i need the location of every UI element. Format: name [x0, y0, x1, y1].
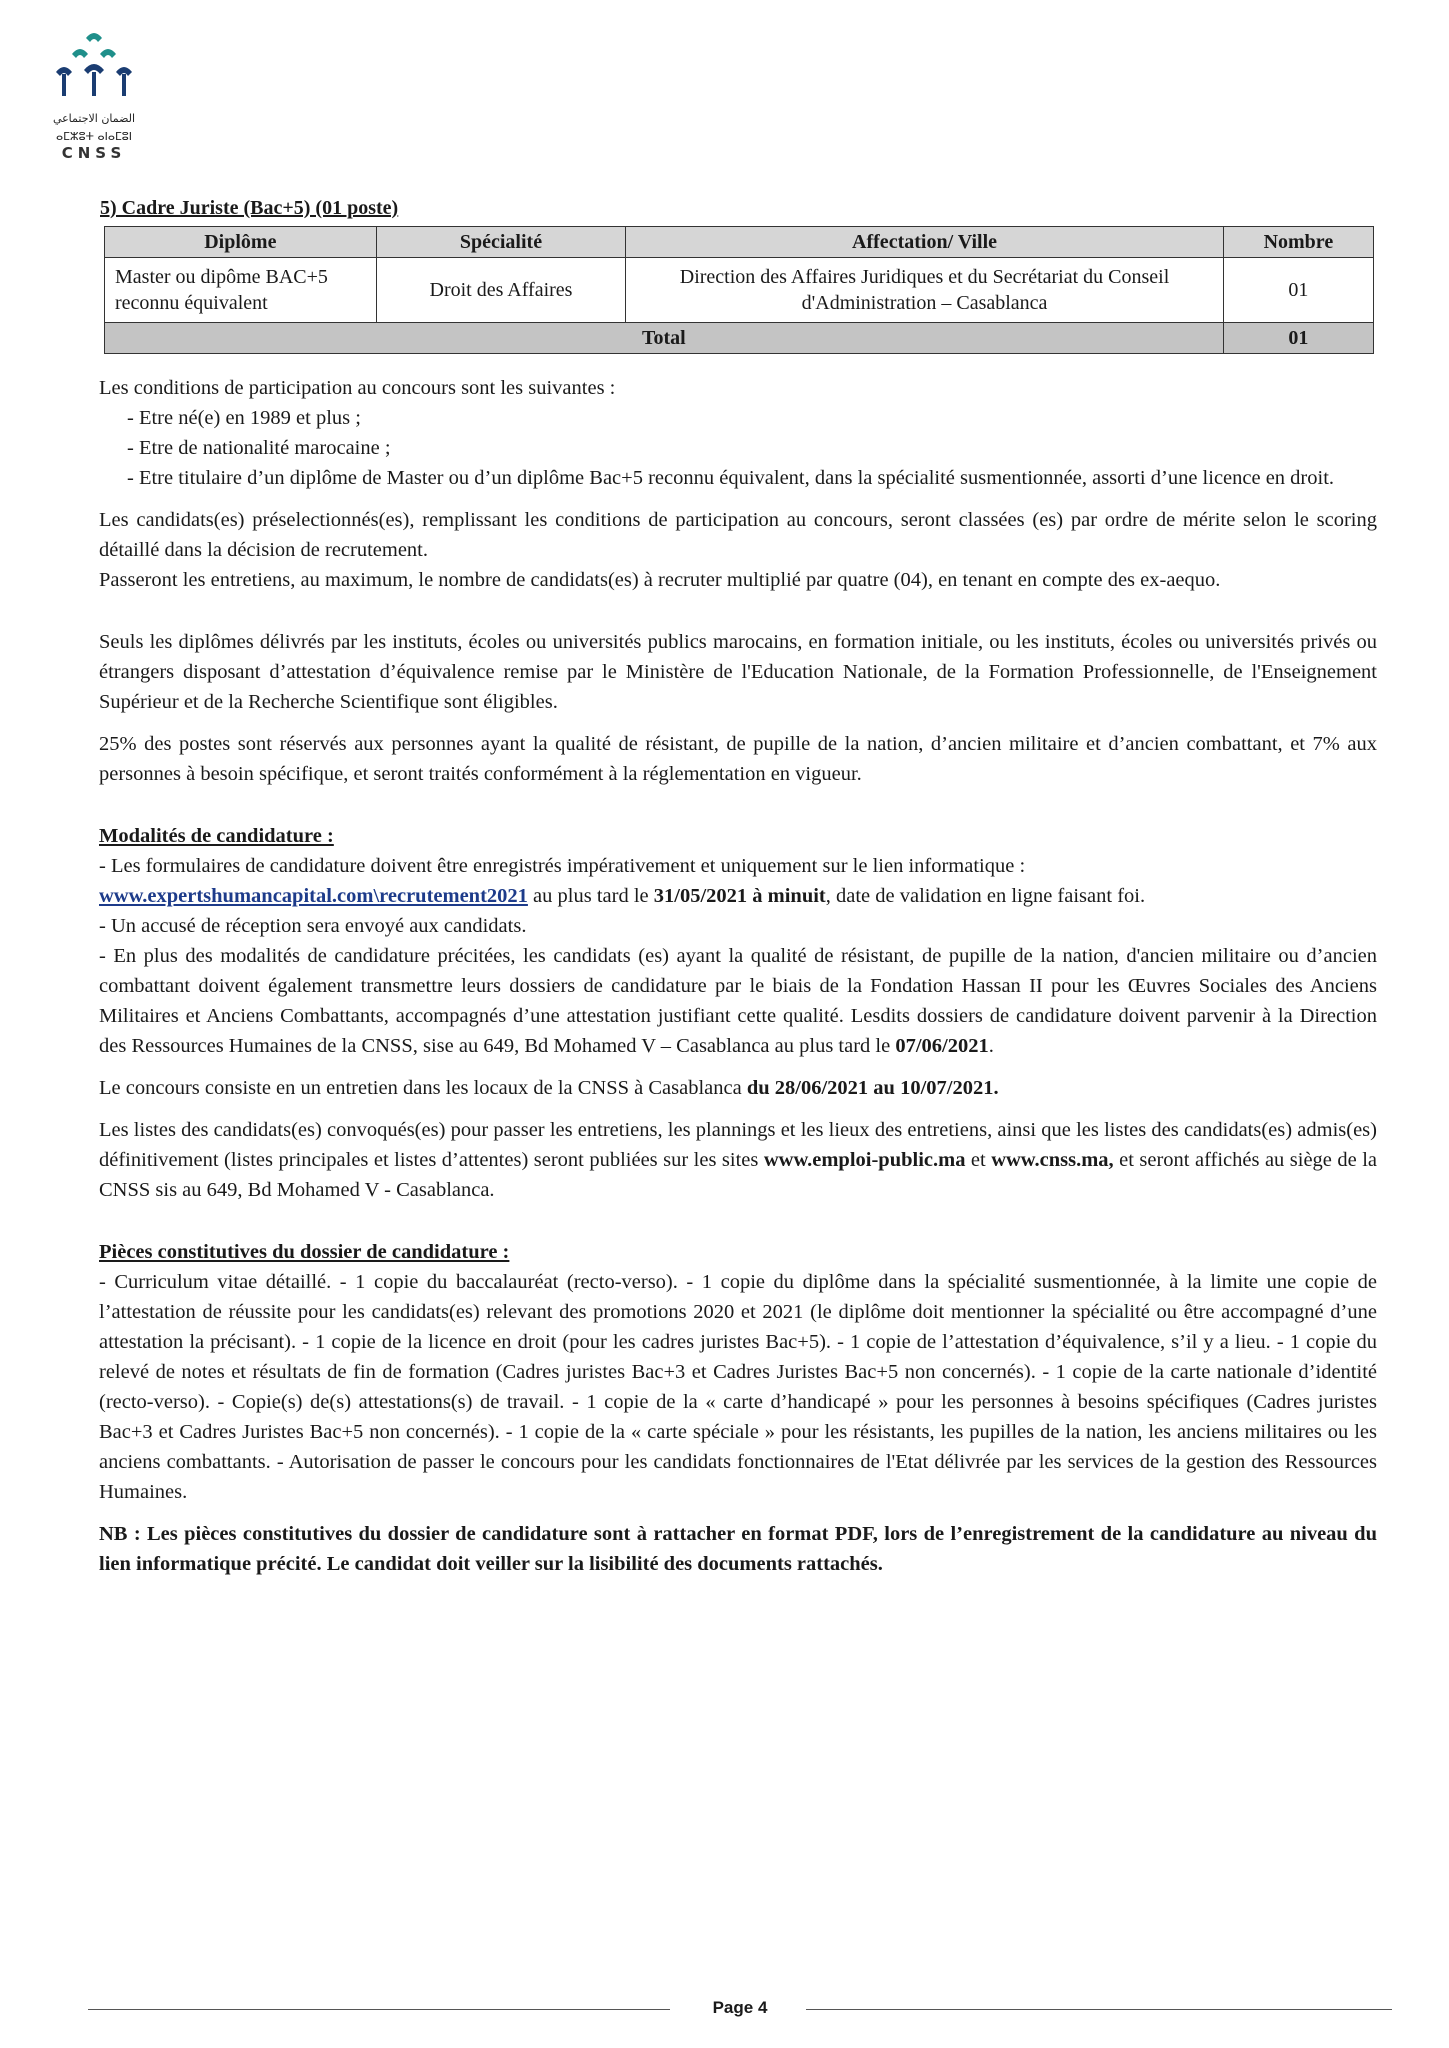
condition-item: - Etre titulaire d’un diplôme de Master ou d’un diplôme Bac+5 reconnu équivalent, dans la spécialité susmentionnée, assorti d’une licence en droit.	[127, 467, 1335, 489]
cell-diplome: Master ou dipôme BAC+5 reconnu équivalent	[105, 258, 377, 323]
posts-table	[104, 226, 1374, 354]
listes-text-c: et seront affichés au siège de la CNSS sis au 649, Bd Mohamed V - Casablanca.	[99, 1149, 1378, 1201]
paragraph-entretiens: Passeront les entretiens, au maximum, le nombre de candidats(es) à recruter multiplié par quatre (04), en tenant en compte des ex-aequo.	[99, 569, 1221, 591]
paragraph-reservation: 25% des postes sont réservés aux personnes ayant la qualité de résistant, de pupille de la nation, d’ancien militaire et d’ancien combattant, et 7% aux personnes à besoin spécifique, et seront traités conformément à la réglementation en vigueur.	[99, 733, 1377, 785]
modalites-line-2b: , date de validation en ligne faisant foi.	[825, 885, 1146, 907]
concours-dates: du 28/06/2021 au 10/07/2021.	[746, 1077, 999, 1099]
footer-divider-left	[88, 2009, 670, 2010]
listes-text-a: Les listes des candidats(es) convoqués(es) pour passer les entretiens, les plannings et les lieux des entretiens, ainsi que les listes des candidats(es) admis(es) définitivement (listes principales et listes d’attentes) seront publiées sur les sites	[99, 1119, 1377, 1171]
paragraph-diplomes: Seuls les diplômes délivrés par les instituts, écoles ou universités publics marocains, en formation initiale, ou les instituts, écoles ou universités privés ou étrangers disposant d’attestation d’équivalence remise par le Ministère de l'Education Nationale, de la Formation Professionnelle, de l'Enseignement Supérieur et de la Recherche Scientifique sont éligibles.	[99, 631, 1377, 713]
total-label: Total	[105, 323, 1224, 354]
cnss-logo-icon	[34, 28, 154, 108]
modalites-title: Modalités de candidature :	[99, 825, 334, 847]
logo-arabic-line-1: الضمان الاجتماعي	[52, 112, 136, 125]
header-specialite: Spécialité	[376, 227, 626, 258]
deadline-date: 31/05/2021 à minuit	[653, 885, 826, 907]
cell-specialite: Droit des Affaires	[376, 258, 626, 323]
header-nombre: Nombre	[1223, 227, 1373, 258]
nb-note: NB : Les pièces constitutives du dossier de candidature sont à rattacher en format PDF, lors de l’enregistrement de la candidature au niveau du lien informatique précité. Le candidat doit veiller sur la lisibilité des documents rattachés.	[99, 1523, 1377, 1575]
conditions-intro: Les conditions de participation au concours sont les suivantes :	[99, 377, 616, 399]
condition-item: - Etre de nationalité marocaine ;	[127, 437, 391, 459]
concours-text: Le concours consiste en un entretien dans les locaux de la CNSS à Casablanca	[99, 1077, 747, 1099]
dossier-deadline-date: 07/06/2021	[895, 1035, 989, 1057]
paragraph-preselection: Les candidats(es) préselectionnés(es), remplissant les conditions de participation au concours, seront classées (es) par ordre de mérite selon le scoring détaillé dans la décision de recrutement.	[99, 509, 1377, 561]
modalites-line-4-text: - En plus des modalités de candidature précitées, les candidats (es) ayant la qualité de résistant, de pupille de la nation, d'ancien militaire ou d’ancien combattant doivent également transmettre leurs dossiers de candidature par le biais de la Fondation Hassan II pour les Œuvres Sociales des Anciens Militaires et Anciens Combattants, accompagnés d’une attestation justifiant cette qualité. Lesdits dossiers de candidature doivent parvenir à la Direction des Ressources Humaines de la CNSS, sise au 649, Bd Mohamed V – Casablanca au plus tard le	[99, 945, 1377, 1057]
modalites-line-2	[99, 881, 1377, 911]
modalites-line-6	[99, 1115, 1377, 1205]
modalites-line-3: - Un accusé de réception sera envoyé aux candidats.	[99, 915, 527, 937]
footer-divider-right	[806, 2009, 1392, 2010]
listes-text-b: et	[965, 1149, 992, 1171]
cell-nombre: 01	[1223, 258, 1373, 323]
modalites-line-5	[99, 1073, 1377, 1103]
pieces-text: - Curriculum vitae détaillé. - 1 copie du baccalauréat (recto-verso). - 1 copie du diplôme dans la spécialité susmentionnée, à la limite une copie de l’attestation de réussite pour les candidats(es) relevant des promotions 2020 et 2021 (le diplôme doit mentionner la spécialité ou être accompagné d’une attestation la précisant). - 1 copie de la licence en droit (pour les cadres juristes Bac+5). - 1 copie de l’attestation d’équivalence, s’il y a lieu. - 1 copie du relevé de notes et résultats de fin de formation (Cadres juristes Bac+3 et Cadres Juristes Bac+5 non concernés). - 1 copie de la carte nationale d’identité (recto-verso). - Copie(s) de(s) attestations(s) de travail. - 1 copie de la « carte d’handicapé » pour les personnes à besoins spécifiques (Cadres juristes Bac+3 et Cadres Juristes Bac+5 non concernés). - 1 copie de la « carte spéciale » pour les résistants, les pupilles de la nation, les anciens militaires ou les anciens combattants. - Autorisation de passer le concours pour les candidats fonctionnaires de l'Etat délivrée par les services de la gestion des Ressources Humaines.	[99, 1271, 1377, 1503]
site-emploi-public: www.emploi-public.ma	[763, 1149, 966, 1171]
application-link[interactable]: www.expertshumancapital.com\recrutement2021	[99, 885, 528, 907]
table-total-row	[105, 323, 1374, 354]
page-footer	[0, 1998, 1449, 2022]
condition-item: - Etre né(e) en 1989 et plus ;	[127, 407, 361, 429]
page-number: Page 4	[712, 1998, 768, 2017]
pieces-title: Pièces constitutives du dossier de candidature :	[99, 1241, 510, 1263]
section-title: 5) Cadre Juriste (Bac+5) (01 poste)	[100, 197, 399, 219]
header-affectation: Affectation/ Ville	[626, 227, 1224, 258]
table-header-row	[105, 227, 1374, 258]
modalites-line-2a: au plus tard le	[527, 885, 654, 907]
site-cnss: www.cnss.ma,	[991, 1149, 1114, 1171]
modalites-line-4-end: .	[988, 1035, 994, 1057]
total-value: 01	[1223, 323, 1373, 354]
cell-affectation: Direction des Affaires Juridiques et du Secrétariat du Conseil d'Administration – Casablanca	[626, 258, 1224, 323]
document-body	[99, 373, 1377, 1579]
modalites-line-1: - Les formulaires de candidature doivent être enregistrés impérativement et uniquement sur le lien informatique :	[99, 855, 1026, 877]
logo-name: CNSS	[61, 144, 127, 162]
header-diplome: Diplôme	[105, 227, 377, 258]
modalites-line-4	[99, 941, 1377, 1061]
cnss-logo	[34, 28, 174, 162]
table-row	[105, 258, 1374, 323]
logo-tifinagh-line: ⴰⵎⵣⵓⵜ ⴰⵏⴰⵎⵓⵏ	[55, 130, 132, 143]
